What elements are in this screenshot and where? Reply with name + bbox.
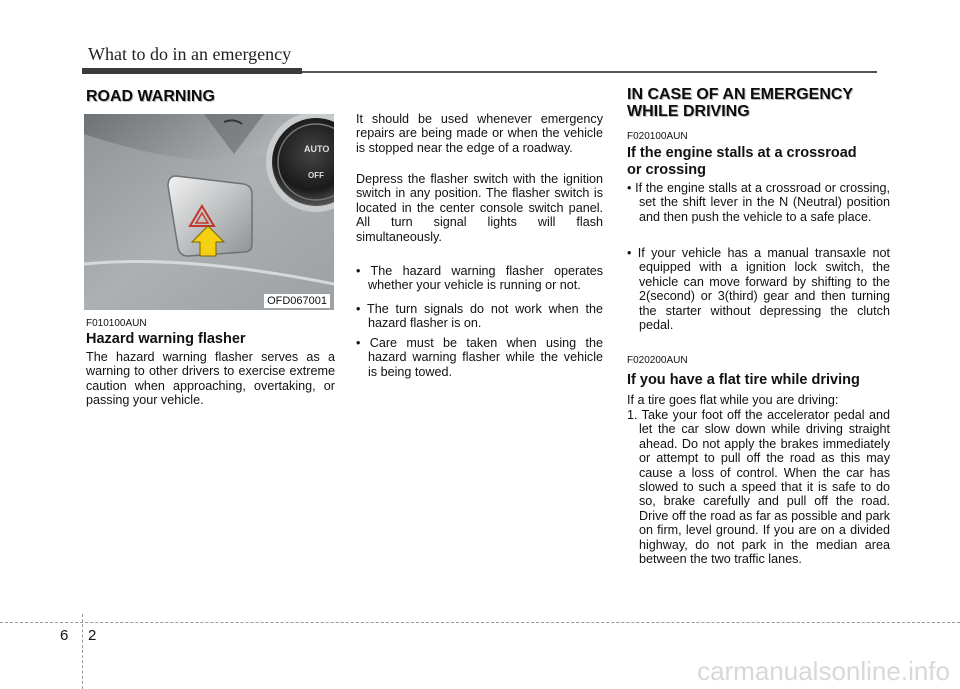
- page-number: 2: [88, 627, 97, 644]
- paragraph-usage: It should be used whenever emergency repairs are being made or when the vehicle is stopped near the edge of a roadway.: [356, 112, 603, 155]
- footer-rule: [0, 622, 960, 623]
- list-item: 1. Take your foot off the accelerator pedal and let the car slow down while driving straight ahead. Do not apply the brakes immediately or attempt to pull off the road as this may cause a loss of control. When the car has slowed to such a speed that it is safe to do so, brake carefully and pull off the road. Drive off the road as far as possible and park on firm, level ground. If you are on a divided highway, do not park in the median area between the two traffic lanes.: [627, 408, 890, 567]
- footer-divider: [82, 614, 83, 689]
- chapter-number: 6: [60, 627, 69, 644]
- figure-caption: OFD067001: [264, 294, 330, 308]
- hazard-switch-illustration: [84, 114, 334, 310]
- section-title-road-warning: ROAD WARNING: [86, 88, 215, 105]
- paragraph-flat-tire-intro: If a tire goes flat while you are driving:: [627, 393, 839, 407]
- code-f020100aun: F020100AUN: [627, 131, 688, 142]
- paragraph-depress-switch: Depress the flasher switch with the ignition switch in any position. The flasher switch is located in the center console switch panel. All turn signal lights will flash simultaneously.: [356, 172, 603, 244]
- section-title-emergency-line2: WHILE DRIVING: [627, 103, 750, 120]
- section-title-emergency-line1: IN CASE OF AN EMERGENCY: [627, 86, 854, 103]
- page-header-title: What to do in an emergency: [88, 44, 292, 64]
- bullet-text: If your vehicle has a manual transaxle not equipped with a ignition lock switch, the vehicle can move forward by shifting to the 2(second) or 3(third) gear and then turning the starter without depressing the clutch pedal.: [637, 246, 890, 333]
- code-f020200aun: F020200AUN: [627, 355, 688, 366]
- header-accent-bar: [82, 68, 302, 74]
- subheading-engine-stalls-line1: If the engine stalls at a crossroad: [627, 145, 857, 161]
- watermark: carmanualsonline.info: [697, 656, 950, 686]
- bullet-text: If the engine stalls at a crossroad or crossing, set the shift lever in the N (Neutral) position and then push the vehicle to a safe place.: [635, 181, 890, 224]
- subheading-flat-tire: If you have a flat tire while driving: [627, 372, 860, 388]
- hazard-switch-figure: [84, 114, 334, 310]
- code-f010100aun: F010100AUN: [86, 318, 147, 329]
- knob-auto-label: AUTO: [304, 144, 330, 154]
- list-item: • If your vehicle has a manual transaxle not equipped with a ignition lock switch, the vehicle can move forward by shifting to the 2(second) or 3(third) gear and then turning the starter without depressing the clutch pedal.: [627, 246, 890, 333]
- bullet-text: The turn signals do not work when the hazard flasher is on.: [367, 302, 603, 331]
- bullet-text: The hazard warning flasher operates whether your vehicle is running or not.: [368, 264, 603, 293]
- subheading-hazard-warning-flasher: Hazard warning flasher: [86, 331, 246, 347]
- list-item: • The turn signals do not work when the hazard flasher is on.: [356, 302, 603, 331]
- knob-off-label: OFF: [308, 171, 324, 180]
- subheading-engine-stalls-line2: or crossing: [627, 162, 706, 178]
- list-item: • Care must be taken when using the hazard warning flasher while the vehicle is being towed.: [356, 336, 603, 379]
- list-item: • If the engine stalls at a crossroad or crossing, set the shift lever in the N (Neutral) position and then push the vehicle to a safe place.: [627, 181, 890, 224]
- list-item: • The hazard warning flasher operates whether your vehicle is running or not.: [356, 264, 603, 293]
- paragraph-hazard-intro: The hazard warning flasher serves as a warning to other drivers to exercise extreme caution when approaching, overtaking, or passing your vehicle.: [86, 350, 335, 408]
- bullet-text: Care must be taken when using the hazard warning flasher while the vehicle is being towed.: [368, 336, 603, 379]
